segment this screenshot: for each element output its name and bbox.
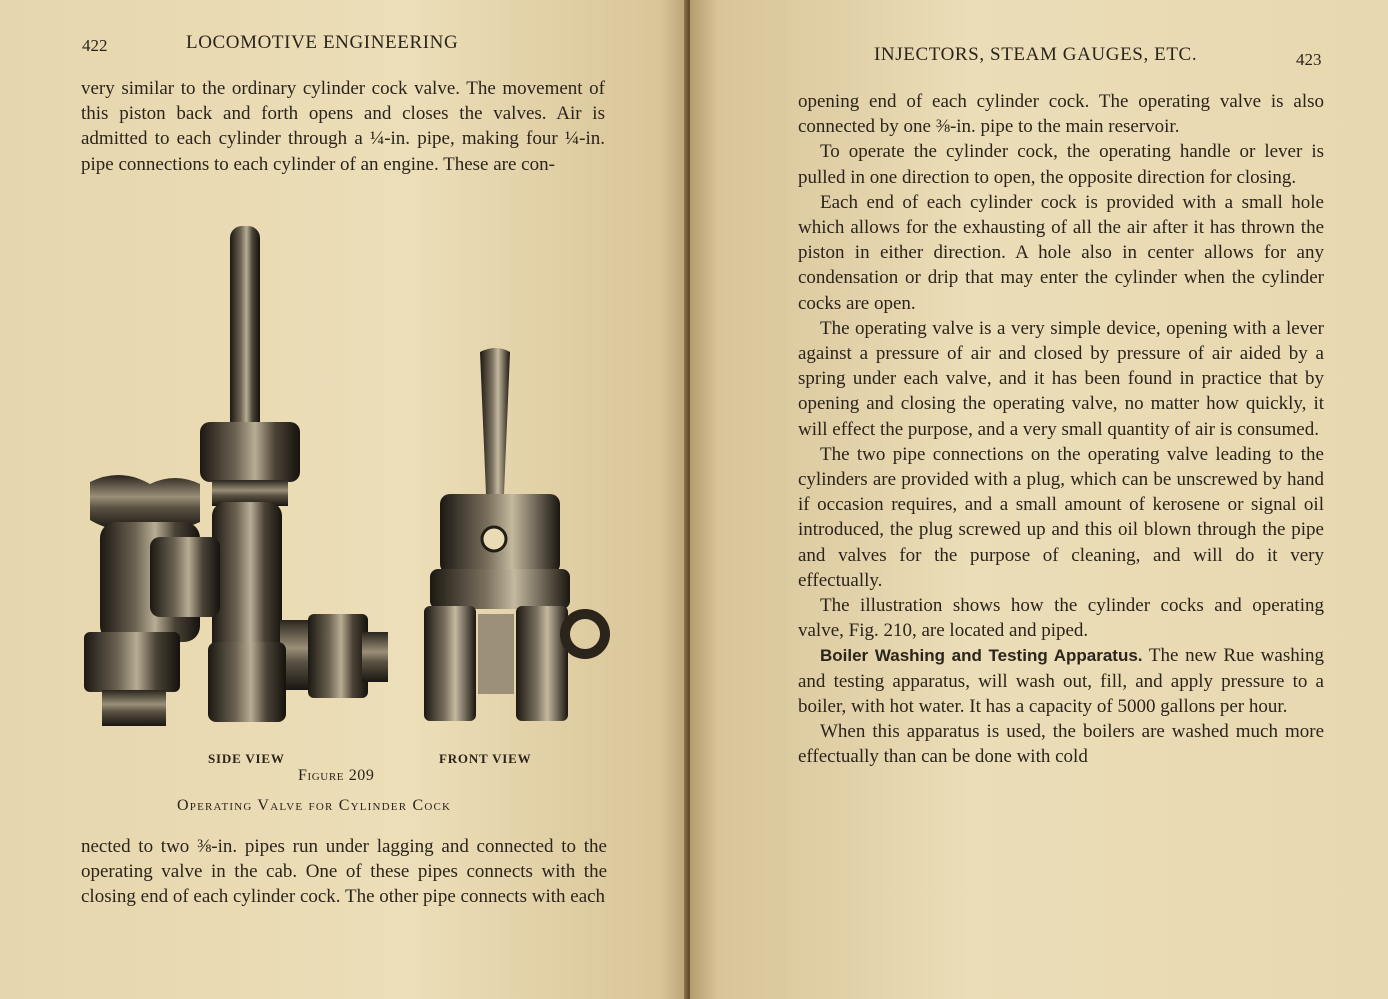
right-paragraph-3: Each end of each cylinder cock is provided with a small hole which allows for the exhausting of all the air after it has thrown the piston in either direction. A hole also in center allows for any condensation or drip that may enter the cylinder when the cylinder cocks are open.	[798, 191, 1324, 314]
figure-title: Operating Valve for Cylinder Cock	[177, 797, 452, 814]
right-last-paragraph: When this apparatus is used, the boilers are washed much more effectually than can be done with cold	[798, 721, 1324, 768]
right-paragraph-6: The illustration shows how the cylinder cocks and operating valve, Fig. 210, are located and piped.	[798, 595, 1324, 642]
right-page-number: 423	[1296, 50, 1322, 69]
left-page-number: 422	[82, 36, 108, 55]
left-bottom-paragraph: nected to two ⅜-in. pipes run under lagging and connected to the operating valve in the cab. One of these pipes connects with the closing end of each cylinder cock. The other pipe connects with each	[81, 836, 607, 908]
section-heading: Boiler Washing and Testing Apparatus.	[820, 646, 1143, 666]
figure-number: Figure 209	[298, 767, 375, 784]
left-bottom-text	[81, 834, 607, 910]
left-page	[0, 0, 688, 999]
right-text	[798, 89, 1324, 769]
right-page	[690, 0, 1388, 999]
right-heading-paragraph	[798, 643, 1324, 719]
right-running-head: INJECTORS, STEAM GAUGES, ETC.	[874, 44, 1198, 65]
side-view-illustration	[80, 222, 392, 742]
right-paragraph-2: To operate the cylinder cock, the operating handle or lever is pulled in one direction to open, the opposite direction for closing.	[798, 141, 1324, 188]
front-view-label: FRONT VIEW	[439, 751, 532, 766]
left-running-head: LOCOMOTIVE ENGINEERING	[186, 32, 459, 53]
section-heading-text: The new Rue washing and testing apparatus, will wash out, fill, and apply pressure to a boiler, with hot water. It has a capacity of 5000 gallons per hour.	[798, 645, 1324, 717]
front-view-illustration	[420, 344, 610, 742]
left-top-text	[81, 76, 605, 177]
right-paragraph-5: The two pipe connections on the operating valve leading to the cylinders are provided with a plug, which can be unscrewed by hand if occasion requires, and a small amount of kerosene or signal oil introduced, the plug screwed up and this oil blown through the pipe and valves for the purpose of cleaning, and will do it very effectually.	[798, 443, 1324, 591]
side-view-label: SIDE VIEW	[208, 751, 285, 766]
left-top-paragraph: very similar to the ordinary cylinder cock valve. The movement of this piston back and forth opens and closes the valves. Air is admitted to each cylinder through a ¼-in. pipe, making four ¼-in. pipe connections to each cylinder of an engine. These are con-	[81, 78, 605, 175]
right-paragraph-1: opening end of each cylinder cock. The operating valve is also connected by one ⅜-in. pipe to the main reservoir.	[798, 91, 1324, 138]
right-paragraph-4: The operating valve is a very simple device, opening with a lever against a pressure of air and closed by pressure of air aided by a spring under each valve, and it has been found in practice that by opening and closing the operating valve, no matter how quickly, it will effect the purpose, and a very small quantity of air is consumed.	[798, 317, 1324, 440]
